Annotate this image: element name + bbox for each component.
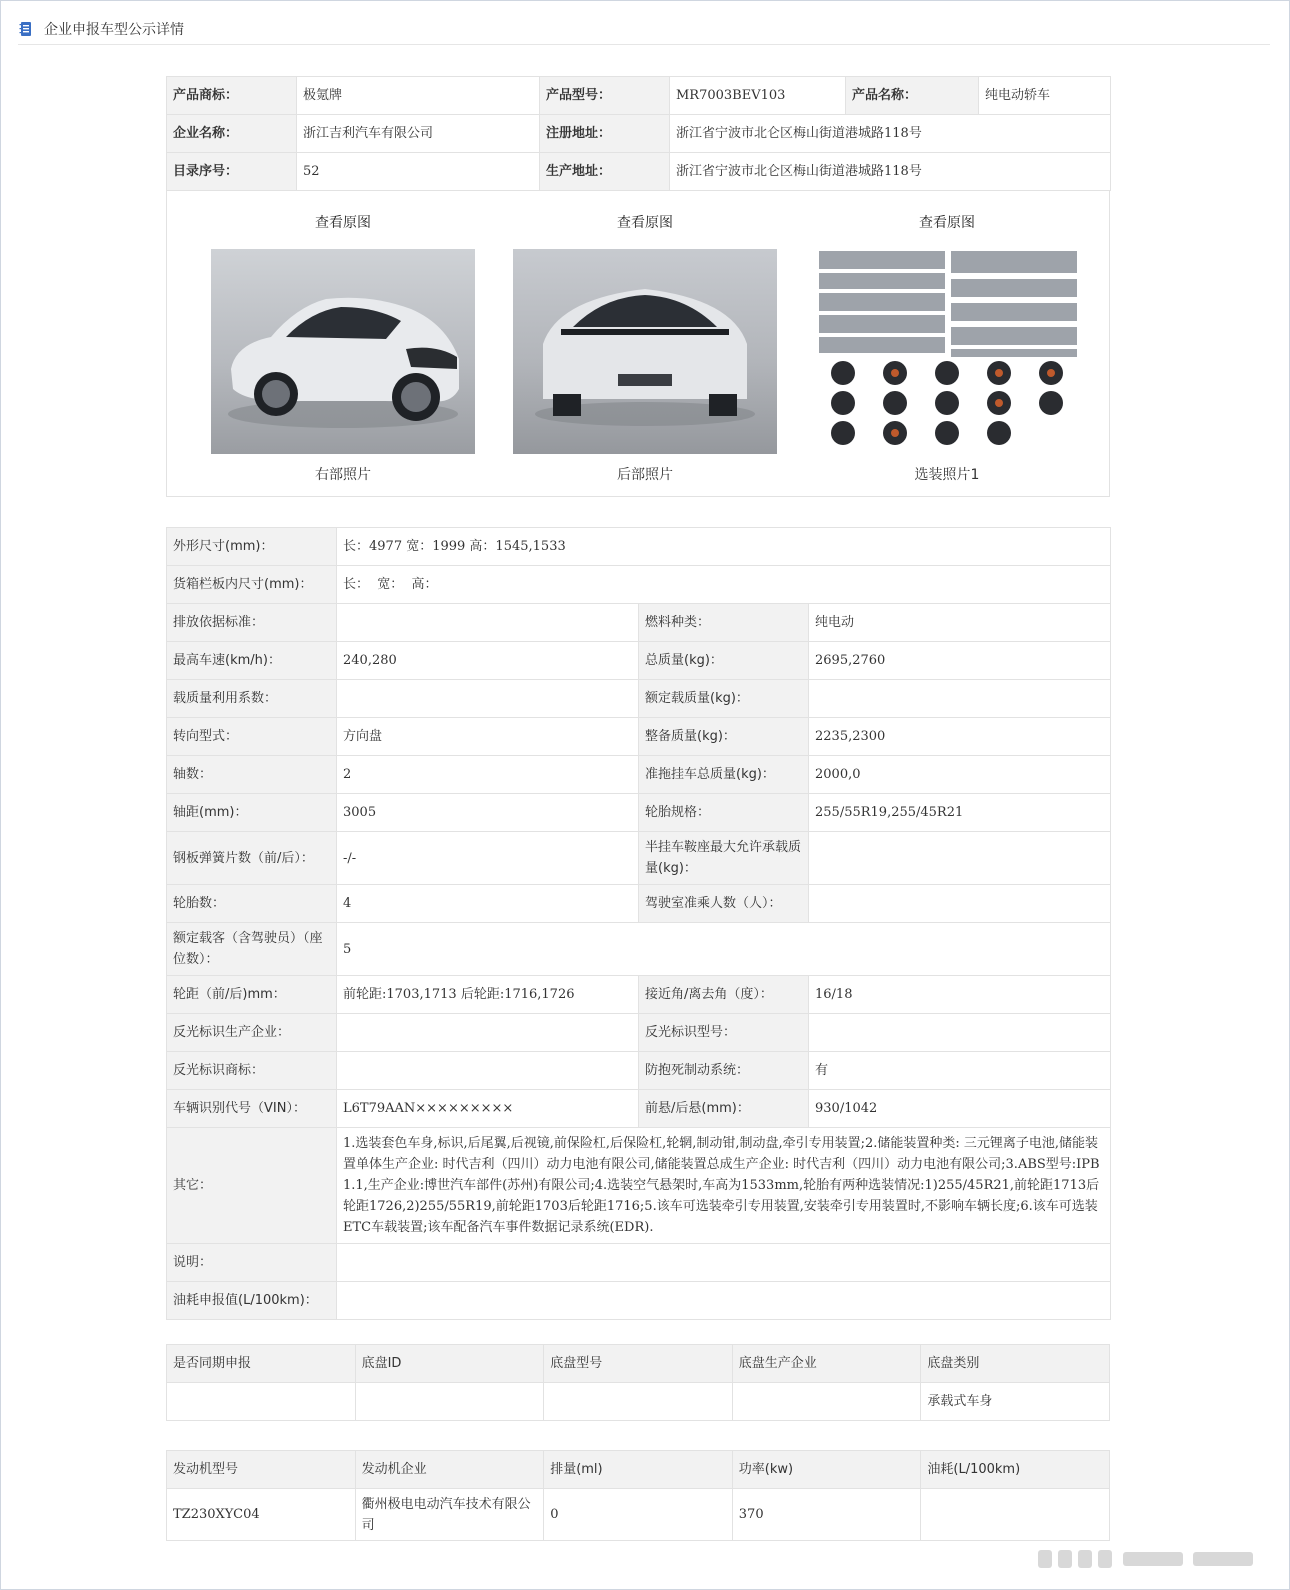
photo-caption: 右部照片 (315, 467, 371, 483)
vin-value: L6T79AAN××××××××× (337, 1090, 639, 1128)
table-row (167, 1383, 1110, 1421)
company-label: 企业名称： (167, 115, 297, 153)
catalog-value: 52 (297, 153, 540, 191)
note-value (337, 1244, 1111, 1282)
reflect-co-label: 反光标识生产企业： (167, 1014, 337, 1052)
seats-value: 5 (337, 923, 1111, 976)
specs-table (166, 527, 1111, 1320)
table-row (167, 923, 1111, 976)
total-mass-value: 2695,2760 (809, 642, 1111, 680)
axles-label: 轴数： (167, 756, 337, 794)
abs-label: 防抱死制动系统： (639, 1052, 809, 1090)
page-title: 企业申报车型公示详情 (44, 22, 184, 38)
watermark-logo (1028, 1544, 1268, 1574)
cab-label: 驾驶室准乘人数（人）： (639, 885, 809, 923)
table-cell: 0 (544, 1489, 733, 1541)
view-original-link[interactable]: 查看原图 (919, 215, 975, 231)
table-cell (355, 1383, 544, 1421)
column-header: 底盘类别 (921, 1345, 1110, 1383)
table-row (167, 832, 1111, 885)
photo-caption: 选装照片1 (914, 467, 980, 483)
fuel-cons-value (337, 1282, 1111, 1320)
table-cell (921, 1489, 1110, 1541)
trailer-value: 2000,0 (809, 756, 1111, 794)
cargo-value: 长： 宽： 高： (337, 566, 1111, 604)
tires-count-value: 4 (337, 885, 639, 923)
prod-addr-value: 浙江省宁波市北仑区梅山街道港城路118号 (670, 153, 1111, 191)
table-cell: TZ230XYC04 (167, 1489, 356, 1541)
options-photo-grid[interactable] (815, 249, 1079, 454)
table-row (167, 756, 1111, 794)
reflect-model-label: 反光标识型号： (639, 1014, 809, 1052)
table-cell (167, 1383, 356, 1421)
wheelbase-label: 轴距(mm)： (167, 794, 337, 832)
brand-value: 极氪牌 (297, 77, 540, 115)
reg-addr-value: 浙江省宁波市北仑区梅山街道港城路118号 (670, 115, 1111, 153)
rated-load-value (809, 680, 1111, 718)
track-value: 前轮距:1703,1713 后轮距:1716,1726 (337, 976, 639, 1014)
car-rear-photo[interactable] (513, 249, 777, 454)
car-right-photo[interactable] (211, 249, 475, 454)
table-row (167, 604, 1111, 642)
reflect-brand-value (337, 1052, 639, 1090)
table-cell (544, 1383, 733, 1421)
column-header: 功率(kw) (732, 1451, 921, 1489)
column-header: 发动机型号 (167, 1451, 356, 1489)
fuel-label: 燃料种类： (639, 604, 809, 642)
table-row (167, 77, 1111, 115)
load-coef-value (337, 680, 639, 718)
overhang-value: 930/1042 (809, 1090, 1111, 1128)
table-cell: 承载式车身 (921, 1383, 1110, 1421)
table-row (167, 976, 1111, 1014)
table-row (167, 566, 1111, 604)
table-cell: 衢州极电电动汽车技术有限公司 (355, 1489, 544, 1541)
track-label: 轮距（前/后)mm： (167, 976, 337, 1014)
spring-label: 钢板弹簧片数（前/后）： (167, 832, 337, 885)
overhang-label: 前悬/后悬(mm)： (639, 1090, 809, 1128)
photo-gallery (166, 191, 1110, 497)
saddle-label: 半挂车鞍座最大允许承载质量(kg)： (639, 832, 809, 885)
catalog-label: 目录序号： (167, 153, 297, 191)
fuel-cons-label: 油耗申报值(L/100km)： (167, 1282, 337, 1320)
cargo-label: 货箱栏板内尺寸(mm)： (167, 566, 337, 604)
load-coef-label: 载质量利用系数： (167, 680, 337, 718)
speed-label: 最高车速(km/h)： (167, 642, 337, 680)
trailer-label: 准拖挂车总质量(kg)： (639, 756, 809, 794)
column-header: 是否同期申报 (167, 1345, 356, 1383)
wheelbase-value: 3005 (337, 794, 639, 832)
table-header-row (167, 1451, 1110, 1489)
table-row (167, 153, 1111, 191)
table-row (167, 1090, 1111, 1128)
spring-value: -/- (337, 832, 639, 885)
note-label: 说明： (167, 1244, 337, 1282)
table-row (167, 1052, 1111, 1090)
emission-value (337, 604, 639, 642)
photo-options (815, 213, 1079, 484)
table-row (167, 528, 1111, 566)
curb-label: 整备质量(kg)： (639, 718, 809, 756)
name-label: 产品名称： (846, 77, 979, 115)
page-header (18, 14, 1270, 45)
cab-value (809, 885, 1111, 923)
table-row (167, 1489, 1110, 1541)
rated-load-label: 额定载质量(kg)： (639, 680, 809, 718)
table-row (167, 1244, 1111, 1282)
view-original-link[interactable]: 查看原图 (315, 215, 371, 231)
steering-label: 转向型式： (167, 718, 337, 756)
table-row (167, 1128, 1111, 1244)
table-cell (732, 1383, 921, 1421)
photo-caption: 后部照片 (617, 467, 673, 483)
prod-addr-label: 生产地址： (540, 153, 670, 191)
table-row (167, 680, 1111, 718)
column-header: 排量(ml) (544, 1451, 733, 1489)
speed-value: 240,280 (337, 642, 639, 680)
angle-label: 接近角/离去角（度）： (639, 976, 809, 1014)
chassis-table (166, 1344, 1110, 1421)
dims-value: 长：4977 宽：1999 高：1545,1533 (337, 528, 1111, 566)
table-row (167, 794, 1111, 832)
engine-table (166, 1450, 1110, 1541)
table-row (167, 642, 1111, 680)
table-header-row (167, 1345, 1110, 1383)
table-row (167, 1282, 1111, 1320)
other-value: 1.选装套色车身,标识,后尾翼,后视镜,前保险杠,后保险杠,轮辋,制动钳,制动盘,牵引专用装置;2.储能装置种类: 三元锂离子电池,储能装置单体生产企业: 时代吉利（四川）动力电池有限公司,储能装置总成生产企业: 时代吉利（四川）动力电池有限公司;3.ABS型号:IPB1.1,生产企业:博世汽车部件(苏州)有限公司;4.选装空气悬架时,车高为1533mm,轮胎有两种选装情况:1)255/45R21,前轮距1713后轮距1726,2)255/55R19,前轮距1703后轮距1716;5.该车可选装牵引专用装置,安装牵引专用装置时,不影响车辆长度;6.该车可选装ETC车载装置;该车配备汽车事件数据记录系统(EDR). (337, 1128, 1111, 1244)
model-value: MR7003BEV103 (670, 77, 846, 115)
reg-addr-label: 注册地址： (540, 115, 670, 153)
column-header: 底盘型号 (544, 1345, 733, 1383)
column-header: 底盘ID (355, 1345, 544, 1383)
table-cell: 370 (732, 1489, 921, 1541)
fuel-value: 纯电动 (809, 604, 1111, 642)
table-row (167, 115, 1111, 153)
angle-value: 16/18 (809, 976, 1111, 1014)
table-row (167, 718, 1111, 756)
column-header: 底盘生产企业 (732, 1345, 921, 1383)
reflect-co-value (337, 1014, 639, 1052)
brand-label: 产品商标： (167, 77, 297, 115)
document-list-icon (18, 21, 34, 37)
view-original-link[interactable]: 查看原图 (617, 215, 673, 231)
dims-label: 外形尺寸(mm)： (167, 528, 337, 566)
seats-label: 额定载客（含驾驶员）（座位数）： (167, 923, 337, 976)
table-row (167, 885, 1111, 923)
column-header: 发动机企业 (355, 1451, 544, 1489)
photo-rear (513, 213, 777, 484)
vin-label: 车辆识别代号（VIN）： (167, 1090, 337, 1128)
table-row (167, 1014, 1111, 1052)
photo-right (211, 213, 475, 484)
curb-value: 2235,2300 (809, 718, 1111, 756)
tires-count-label: 轮胎数： (167, 885, 337, 923)
company-value: 浙江吉利汽车有限公司 (297, 115, 540, 153)
reflect-model-value (809, 1014, 1111, 1052)
emission-label: 排放依据标准： (167, 604, 337, 642)
total-mass-label: 总质量(kg)： (639, 642, 809, 680)
steering-value: 方向盘 (337, 718, 639, 756)
other-label: 其它： (167, 1128, 337, 1244)
saddle-value (809, 832, 1111, 885)
tire-value: 255/55R19,255/45R21 (809, 794, 1111, 832)
basic-info-table (166, 76, 1111, 191)
tire-label: 轮胎规格： (639, 794, 809, 832)
abs-value: 有 (809, 1052, 1111, 1090)
column-header: 油耗(L/100km) (921, 1451, 1110, 1489)
reflect-brand-label: 反光标识商标： (167, 1052, 337, 1090)
name-value: 纯电动轿车 (979, 77, 1111, 115)
model-label: 产品型号： (540, 77, 670, 115)
axles-value: 2 (337, 756, 639, 794)
